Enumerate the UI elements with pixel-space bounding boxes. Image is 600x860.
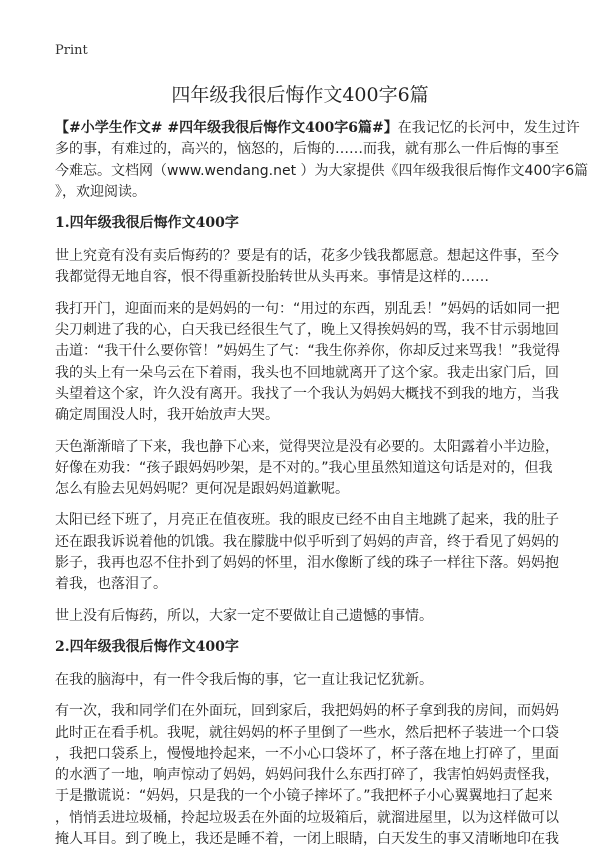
- paragraph-line: 好像在劝我：“孩子跟妈妈吵架，是不对的。”我心里虽然知道这句话是对的，但我: [55, 459, 553, 476]
- paragraph-line: 我的头上有一朵乌云在下着雨，我头也不回地就离开了这个家。我走出家门后，回: [55, 364, 559, 381]
- intro-line: 多的事，有难过的，高兴的，恼怒的，后悔的……而我，就有那么一件后悔的事至: [55, 141, 559, 158]
- paragraph: [55, 670, 545, 691]
- paragraph-line: 世上没有后悔药，所以，大家一定不要做让自己遗憾的事情。: [55, 607, 433, 624]
- paragraph-line: 还在跟我诉说着他的饥饿。我在朦胧中似乎听到了妈妈的声音，终于看见了妈妈的: [55, 533, 559, 550]
- paragraph-line: 我都觉得无地自容，恨不得重新投胎转世从头再来。事情是这样的……: [55, 269, 489, 286]
- paragraph: [55, 510, 559, 595]
- paragraph-line: 我打开门，迎面而来的是妈妈的一句：“用过的东西，别乱丢！”妈妈的话如同一把: [55, 300, 560, 317]
- paragraph-line: 确定周围没人时，我开始放声大哭。: [55, 407, 279, 424]
- page-title: 四年级我很后悔作文400字6篇: [171, 84, 429, 106]
- print-link[interactable]: Print: [55, 43, 88, 58]
- intro-paragraph: [55, 118, 589, 203]
- paragraph-line: 头望着这个家，许久没有离开。我找了一个我认为妈妈大概找不到我的地方，当我: [55, 385, 559, 402]
- paragraph: [55, 606, 545, 627]
- paragraph-line: 影子，我再也忍不住扑到了妈妈的怀里，泪水像断了线的珠子一样往下落。妈妈抱: [55, 555, 559, 572]
- paragraph-line: 世上究竟有没有卖后悔药的？要是有的话，花多少钱我都愿意。想起这件事，至今: [55, 248, 559, 265]
- intro-lead: 【#小学生作文# #四年级我很后悔作文400字6篇#】: [55, 120, 398, 136]
- paragraph-line: 的水洒了一地，响声惊动了妈妈，妈妈问我什么东西打碎了，我害怕妈妈责怪我，: [55, 767, 559, 784]
- paragraph-line: 着我，也落泪了。: [55, 576, 167, 593]
- paragraph: [55, 437, 559, 501]
- paragraph-line: 击道：“我干什么要你管！”妈妈生了气：“我生你养你，你却反过来骂我！”我觉得: [55, 343, 561, 360]
- paragraph-line: 此时正在看手机。我呢，就往妈妈的杯子里倒了一些水，然后把杯子装进一个口袋: [55, 724, 559, 741]
- paragraph-line: 掩人耳目。到了晚上，我还是睡不着，一闭上眼睛，白天发生的事又清晰地印在我: [55, 831, 559, 848]
- paragraph: [55, 299, 561, 427]
- paragraph-line: 天色渐渐暗了下来，我也静下心来，觉得哭泣是没有必要的。太阳露着小半边脸，: [55, 438, 559, 455]
- paragraph-line: 于是撒谎说：“妈妈，只是我的一个小镜子摔坏了。”我把杯子小心翼翼地扫了起来: [55, 788, 553, 805]
- paragraph-line: 尖刀刺进了我的心，白天我已经很生气了，晚上又得挨妈妈的骂，我不甘示弱地回: [55, 322, 559, 339]
- paragraph-line: 在我的脑海中，有一件令我后悔的事，它一直让我记忆犹新。: [55, 671, 433, 688]
- paragraph-line: 怎么有脸去见妈妈呢？更何况是跟妈妈道歉呢。: [55, 481, 349, 498]
- article-body: [55, 118, 589, 860]
- paragraph-line: 有一次，我和同学们在外面玩，回到家后，我把妈妈的杯子拿到我的房间，而妈妈: [55, 703, 559, 720]
- paragraph: [55, 701, 559, 850]
- intro-line: 今难忘。文档网（www.wendang.net ）为大家提供《四年级我很后悔作文400字6篇: [55, 162, 589, 179]
- section-heading: 2.四年级我很后悔作文400字: [55, 638, 239, 655]
- intro-line: 在我记忆的长河中，发生过许: [397, 120, 580, 136]
- paragraph: [55, 246, 559, 289]
- intro-line: 》，欢迎阅读。: [55, 183, 146, 200]
- paragraph-line: 太阳已经下班了，月亮正在值夜班。我的眼皮已经不由自主地跳了起来，我的肚子: [55, 512, 559, 529]
- paragraph-line: ，悄悄丢进垃圾桶，拎起垃圾丢在外面的垃圾箱后，就溜进屋里，以为这样做可以: [55, 809, 559, 826]
- section-heading: 1.四年级我很后悔作文400字: [55, 215, 239, 232]
- paragraph-line: ，我把口袋系上，慢慢地拎起来，一不小心口袋坏了，杯子落在地上打碎了，里面: [55, 745, 559, 762]
